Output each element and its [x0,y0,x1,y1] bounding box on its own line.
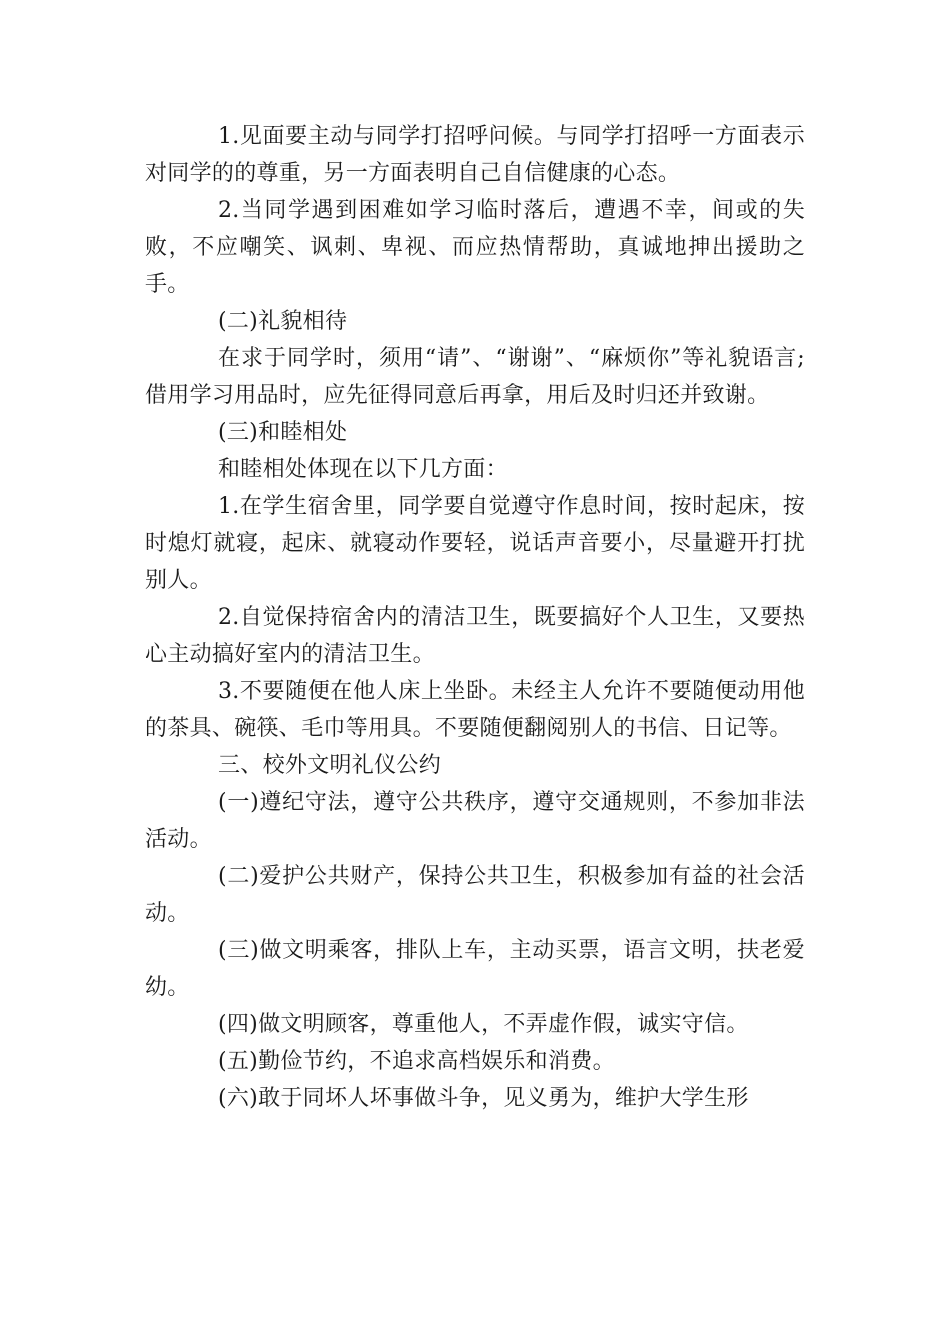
paragraph: 2.当同学遇到困难如学习临时落后，遭遇不幸，间或的失败，不应嘲笑、讽刺、卑视、而应热情帮助，真诚地抻出援助之手。 [145,198,805,297]
paragraph: (三)做文明乘客，排队上车，主动买票，语言文明，扶老爱幼。 [145,938,805,1000]
paragraph: 和睦相处体现在以下几方面： [218,457,508,482]
paragraph: (四)做文明顾客，尊重他人，不弄虚作假，诚实守信。 [218,1012,749,1037]
paragraph: 2.自觉保持宿舍内的清洁卫生，既要搞好个人卫生，又要热心主动搞好室内的清洁卫生。 [145,605,805,667]
paragraph: 3.不要随便在他人床上坐卧。未经主人允许不要随便动用他的茶具、碗筷、毛巾等用具。不要随便翻阅别人的书信、日记等。 [145,679,805,741]
paragraph: 1.在学生宿舍里，同学要自觉遵守作息时间，按时起床，按时熄灯就寝，起床、就寝动作要轻，说话声音要小，尽量避开打扰别人。 [145,494,805,593]
paragraph: (六)敢于同坏人坏事做斗争，见义勇为，维护大学生形 [218,1086,749,1111]
paragraph: 1.见面要主动与同学打招呼问候。与同学打招呼一方面表示对同学的的尊重，另一方面表明自己自信健康的心态。 [145,124,805,186]
section-heading: 三、校外文明礼仪公约 [218,753,442,778]
paragraph: 在求于同学时，须用“请”、“谢谢”、“麻烦你”等礼貌语言;借用学习用品时，应先征得同意后再拿，用后及时归还并致谢。 [145,346,805,408]
section-heading: (三)和睦相处 [218,420,348,445]
section-heading: (二)礼貌相待 [218,309,348,334]
document-page [145,118,805,1117]
paragraph: (二)爱护公共财产，保持公共卫生，积极参加有益的社会活动。 [145,864,805,926]
paragraph: (五)勤俭节约，不追求高档娱乐和消费。 [218,1049,615,1074]
paragraph: (一)遵纪守法，遵守公共秩序，遵守交通规则，不参加非法活动。 [145,790,805,852]
